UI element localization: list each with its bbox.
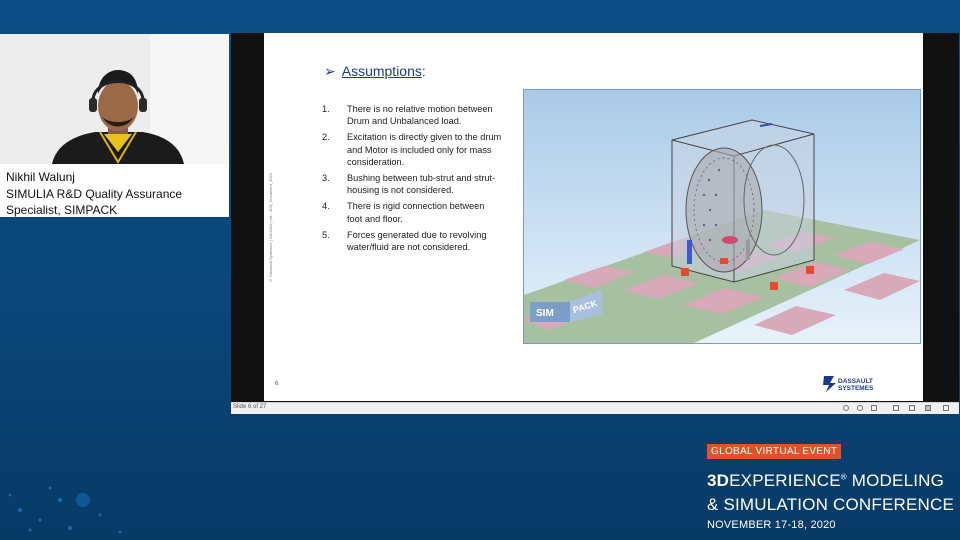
list-item-number: 2.	[322, 132, 330, 143]
normal-view-icon[interactable]	[871, 405, 877, 411]
list-item	[322, 131, 502, 168]
brand-3d: 3D	[707, 471, 730, 490]
slide-copyright: © Dassault Systèmes | 1/6/2020 | ref.: 3DS_Document_2020	[268, 173, 273, 283]
assumptions-list	[322, 103, 502, 257]
slide-count: Slide 6 of 27	[233, 404, 267, 410]
svg-text:DASSAULT: DASSAULT	[838, 378, 873, 385]
simpack-badge-left: SIM	[536, 308, 554, 319]
slide-canvas	[264, 33, 923, 401]
list-item-text: Forces generated due to revolving water/fluid are not considered.	[347, 229, 487, 253]
washing-machine-model-figure	[523, 89, 921, 344]
list-item-number: 4.	[322, 201, 330, 212]
conference-title-modeling: MODELING	[846, 471, 945, 490]
dassault-systemes-logo	[820, 373, 890, 393]
brand-registered-mark: ®	[840, 472, 847, 482]
simulation-render	[524, 90, 920, 343]
conference-title-line2: & SIMULATION CONFERENCE	[707, 495, 955, 514]
list-item-text: Excitation is directly given to the drum and Motor is included only for mass consideration.	[347, 132, 502, 167]
slide-heading-text: Assumptions	[341, 63, 422, 79]
svg-text:SYSTEMES: SYSTEMES	[838, 385, 874, 392]
simpack-badge-right: PACK	[571, 298, 599, 316]
list-item-number: 3.	[322, 173, 330, 184]
presenter-role: SIMULIA R&D Quality Assurance Specialist, SIMPACK	[6, 187, 183, 217]
presenter-silhouette	[0, 34, 229, 164]
slide-heading-suffix: :	[421, 63, 426, 79]
list-item-number: 5.	[322, 229, 330, 240]
list-item-number: 1.	[322, 104, 330, 114]
bullet-arrow-icon: ➢	[324, 63, 336, 79]
presentation-statusbar	[231, 402, 959, 414]
list-item	[322, 172, 502, 196]
slideshow-view-icon[interactable]	[925, 405, 931, 411]
slide-viewer	[231, 33, 959, 413]
slide-heading	[324, 63, 426, 80]
presenter-panel	[0, 34, 229, 217]
list-item-text: Bushing between tub-strut and strut-housing is not considered.	[347, 173, 496, 196]
global-virtual-event-badge: GLOBAL VIRTUAL EVENT	[707, 444, 841, 459]
presenter-name: Nikhil Walunj	[6, 170, 75, 184]
brand-experience: EXPERIENCE	[729, 471, 841, 490]
list-item	[322, 103, 502, 127]
decorative-network-dots	[0, 400, 260, 540]
notes-icon[interactable]	[843, 405, 849, 411]
list-item	[322, 200, 502, 224]
slide-sorter-icon[interactable]	[893, 405, 899, 411]
list-item-text: There is rigid connection between foot and floor.	[347, 201, 485, 224]
fit-slide-icon[interactable]	[943, 405, 949, 411]
comments-icon[interactable]	[857, 405, 863, 411]
conference-dates: NOVEMBER 17-18, 2020	[707, 519, 836, 531]
slide-page-number: 6	[275, 381, 279, 387]
presenter-video	[0, 34, 229, 164]
list-item-text: There is no relative motion between Drum and Unbalanced load.	[347, 104, 493, 127]
conference-title-line1	[707, 471, 944, 491]
reading-view-icon[interactable]	[909, 405, 915, 411]
list-item	[322, 229, 502, 253]
